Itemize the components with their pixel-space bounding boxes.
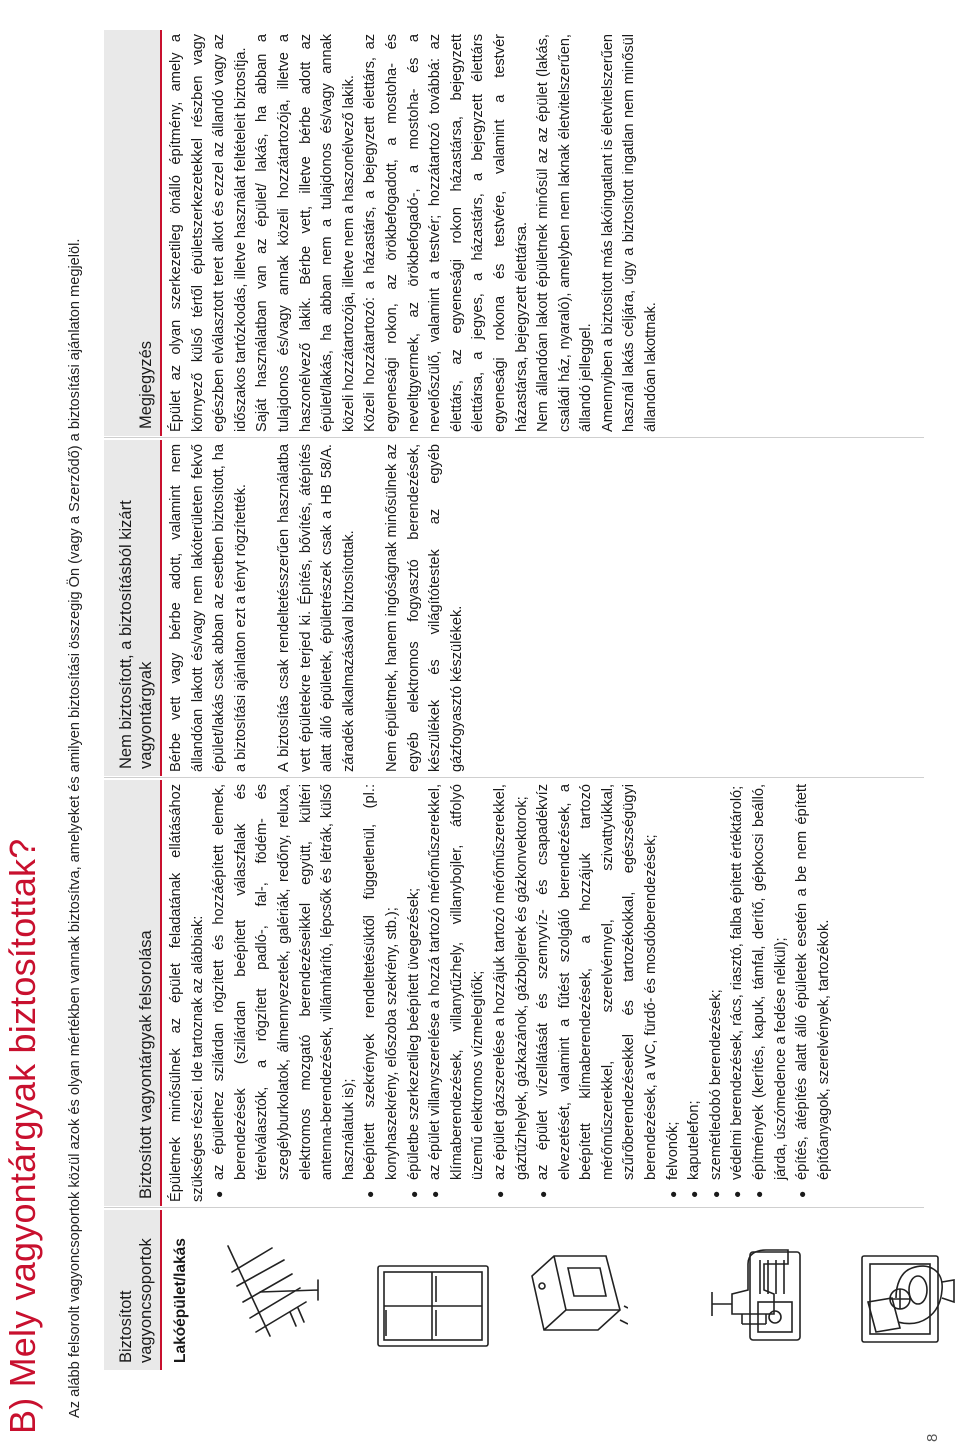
column-divider bbox=[104, 1207, 924, 1208]
column-divider bbox=[104, 437, 924, 438]
header-col-list bbox=[104, 780, 162, 1206]
list-item: ● az épülethez szilárdan rögzített és hozzáépített elemek, berendezések (szilárdan beépített válaszfalak és térelválasztók, a rögzített padló-, fal-, födém- és szegélyburkolatok, álmennyezetek, galériák, redőny, reluxa, elektromos mozgató berendezéseikkel együtt, kültéri antenna-berendezések, villámhárító, lépcsők és létrák, külső használatuk is); bbox=[209, 784, 360, 1202]
column-divider bbox=[104, 777, 924, 778]
note-paragraph: Épület az olyan szerkezetileg önálló építmény, amely a környező külső tértől épületszerkezetekkel részben vagy egészben elválasztott teret alkot és ezzel az állandó vagy az időszakos tartózkodás, illetve használat feltételeit biztosítja. bbox=[168, 34, 249, 432]
list-item: ● az épület villanyszerelése a hozzá tartozó mérőműszerekkel, klímaberendezések, villanytűzhely, villanybojler, átfolyó üzemű elektromos vízmelegítők; bbox=[425, 784, 490, 1202]
boiler-icon bbox=[524, 1246, 628, 1346]
list-item: ● szemétledobó berendezések; bbox=[706, 784, 728, 1202]
insured-items-intro: Épületnek minősülnek az épület feladatának ellátásához szükséges részei. Ide tartoznak az alábbiak: bbox=[168, 784, 206, 1202]
insured-items-column bbox=[166, 784, 924, 1206]
page-number: 8 bbox=[924, 1433, 941, 1442]
note-paragraph: Nem állandóan lakott épületnek minősül az az épület (lakás, családi ház, nyaraló), amelyben nem laknak életvitelszerűen, állandó jelleggel. bbox=[535, 34, 595, 432]
excluded-paragraph: Bérbe vett vagy bérbe adott, valamint nem állandóan lakott és/vagy nem lakóterületen fekvő épület/lakás csak abban az esetben biztosított, ha a biztosítási ajánlaton ezt a tényt rögzítették. bbox=[168, 444, 249, 772]
groups-column bbox=[166, 1210, 924, 1370]
excluded-paragraph: Nem épületnek, hanem ingóságnak minősülnek az egyéb elektromos fogyasztó berendezések, készülékek és világítótestek az egyéb gázfogyasztó készülékek. bbox=[383, 444, 465, 772]
list-item: ● az épület gázszerelése a hozzájuk tartozó mérőműszerekkel, gáztűzhelyek, gázkazánok, gázbojlerek és gázkonvektorok; bbox=[490, 784, 533, 1202]
header-col-groups bbox=[104, 1210, 162, 1370]
header-col-excluded bbox=[104, 440, 162, 776]
safe-icon bbox=[856, 1248, 946, 1348]
insured-assets-table bbox=[104, 30, 924, 1370]
excluded-items-column bbox=[166, 444, 924, 776]
header-notes-label: Megjegyzés bbox=[137, 340, 155, 429]
page-title: B) Mely vagyontárgyak biztosítottak? bbox=[2, 838, 43, 1434]
list-item: ● védelmi berendezések, rács, riasztó, falba épített értéktároló; bbox=[727, 784, 749, 1202]
list-item: ● az épület vízellátását és szennyvíz- és csapadékvíz elvezetését, valamint a fűtést szolgáló berendezések, a beépített klímaberendezések, a hozzájuk tartozó mérőműszerekkel, szerelvénnyel, szivattyúkkal, szűrőberendezésekkel és tartozékokkal, egészségügyi berendezések, a WC, fürdő- és mosdóberendezések; bbox=[533, 784, 663, 1202]
list-item: ● épületbe szerkezetileg beépített üvegezések; bbox=[404, 784, 426, 1202]
header-col-notes bbox=[104, 30, 162, 436]
excluded-paragraph: A biztosítás csak rendeltetésszerűen használatba vett épületekre terjed ki. Építés, bővítés, átépítés alatt álló épületek, épületrészek csak a HB 58/A. záradék alkalmazásával biztosítottak. bbox=[275, 444, 357, 772]
insured-items-list bbox=[209, 784, 835, 1202]
intro-text: Az alább felsorolt vagyoncsoportok közül azok és olyan mértékben vannak biztosítva, amelyeket és amilyen biztosítási összegig Ön (vagy a Szerződő) a biztosítási ajánlaton megjelöl. bbox=[67, 238, 83, 1418]
note-paragraph: Saját használatban van az épület/ lakás, ha abban a tulajdonos és/vagy annak közeli hozzátartozója, illetve a haszonélvező lakik. Bérbe vett, illetve bérbe adott az épület/lakás, ha abban nem a tulajdonos és/vagy annak közeli hozzátartozója, illetve nem a haszonélvező lakik. bbox=[254, 34, 357, 432]
list-item: ● beépített szekrények rendeltetésüktől függetlenül, (pl.: konyhaszekrény, előszoba szekrény, stb.); bbox=[360, 784, 403, 1202]
header-list-label: Biztosított vagyontárgyak felsorolása bbox=[137, 930, 155, 1199]
header-excluded-label: Nem biztosított, a biztosításból kizárt vagyontárgyak bbox=[117, 500, 155, 769]
list-item: ● kaputelefon; bbox=[684, 784, 706, 1202]
header-groups-label: Biztosított vagyoncsoportok bbox=[117, 1238, 155, 1363]
note-paragraph: Közeli hozzátartozó: a házastárs, a bejegyzett élettárs, az egyenesági rokon, az örökbefogadott, a mostoha- és neveltgyermek, az örökbefogadó-, a mostoha- és a nevelőszülő, valamint a testvér; hozzátartozó továbbá: az élettárs, az egyenesági rokon házastársa, bejegyzett élettársa, a jegyes, a házastárs, a bejegyzett élettárs egyenesági rokona és testvére, valamint a testvér házastársa, bejegyzett élettársa. bbox=[362, 34, 530, 432]
list-item: ● felvonók; bbox=[663, 784, 685, 1202]
intercom-icon bbox=[744, 1246, 806, 1346]
window-icon bbox=[372, 1260, 494, 1352]
list-item: ● építés, átépítés alatt álló épületek esetén a be nem épített építőanyagok, szerelvények, tartozékok. bbox=[792, 784, 835, 1202]
list-item: ● építmények (kerítés, kapuk, támfal, derítő, gépkocsi beálló, járda, úszómedence a fedése nélkül); bbox=[749, 784, 792, 1202]
note-paragraph: Amennyiben a biztosított más lakóingatlant is életvitelszerűen használ lakás céljára, úgy a biztosított ingatlan nem minősül állandóan lakottnak. bbox=[599, 34, 660, 432]
notes-column bbox=[166, 34, 924, 436]
group-name: Lakóépület/lakás bbox=[172, 1238, 189, 1363]
antenna-icon bbox=[210, 1234, 322, 1346]
